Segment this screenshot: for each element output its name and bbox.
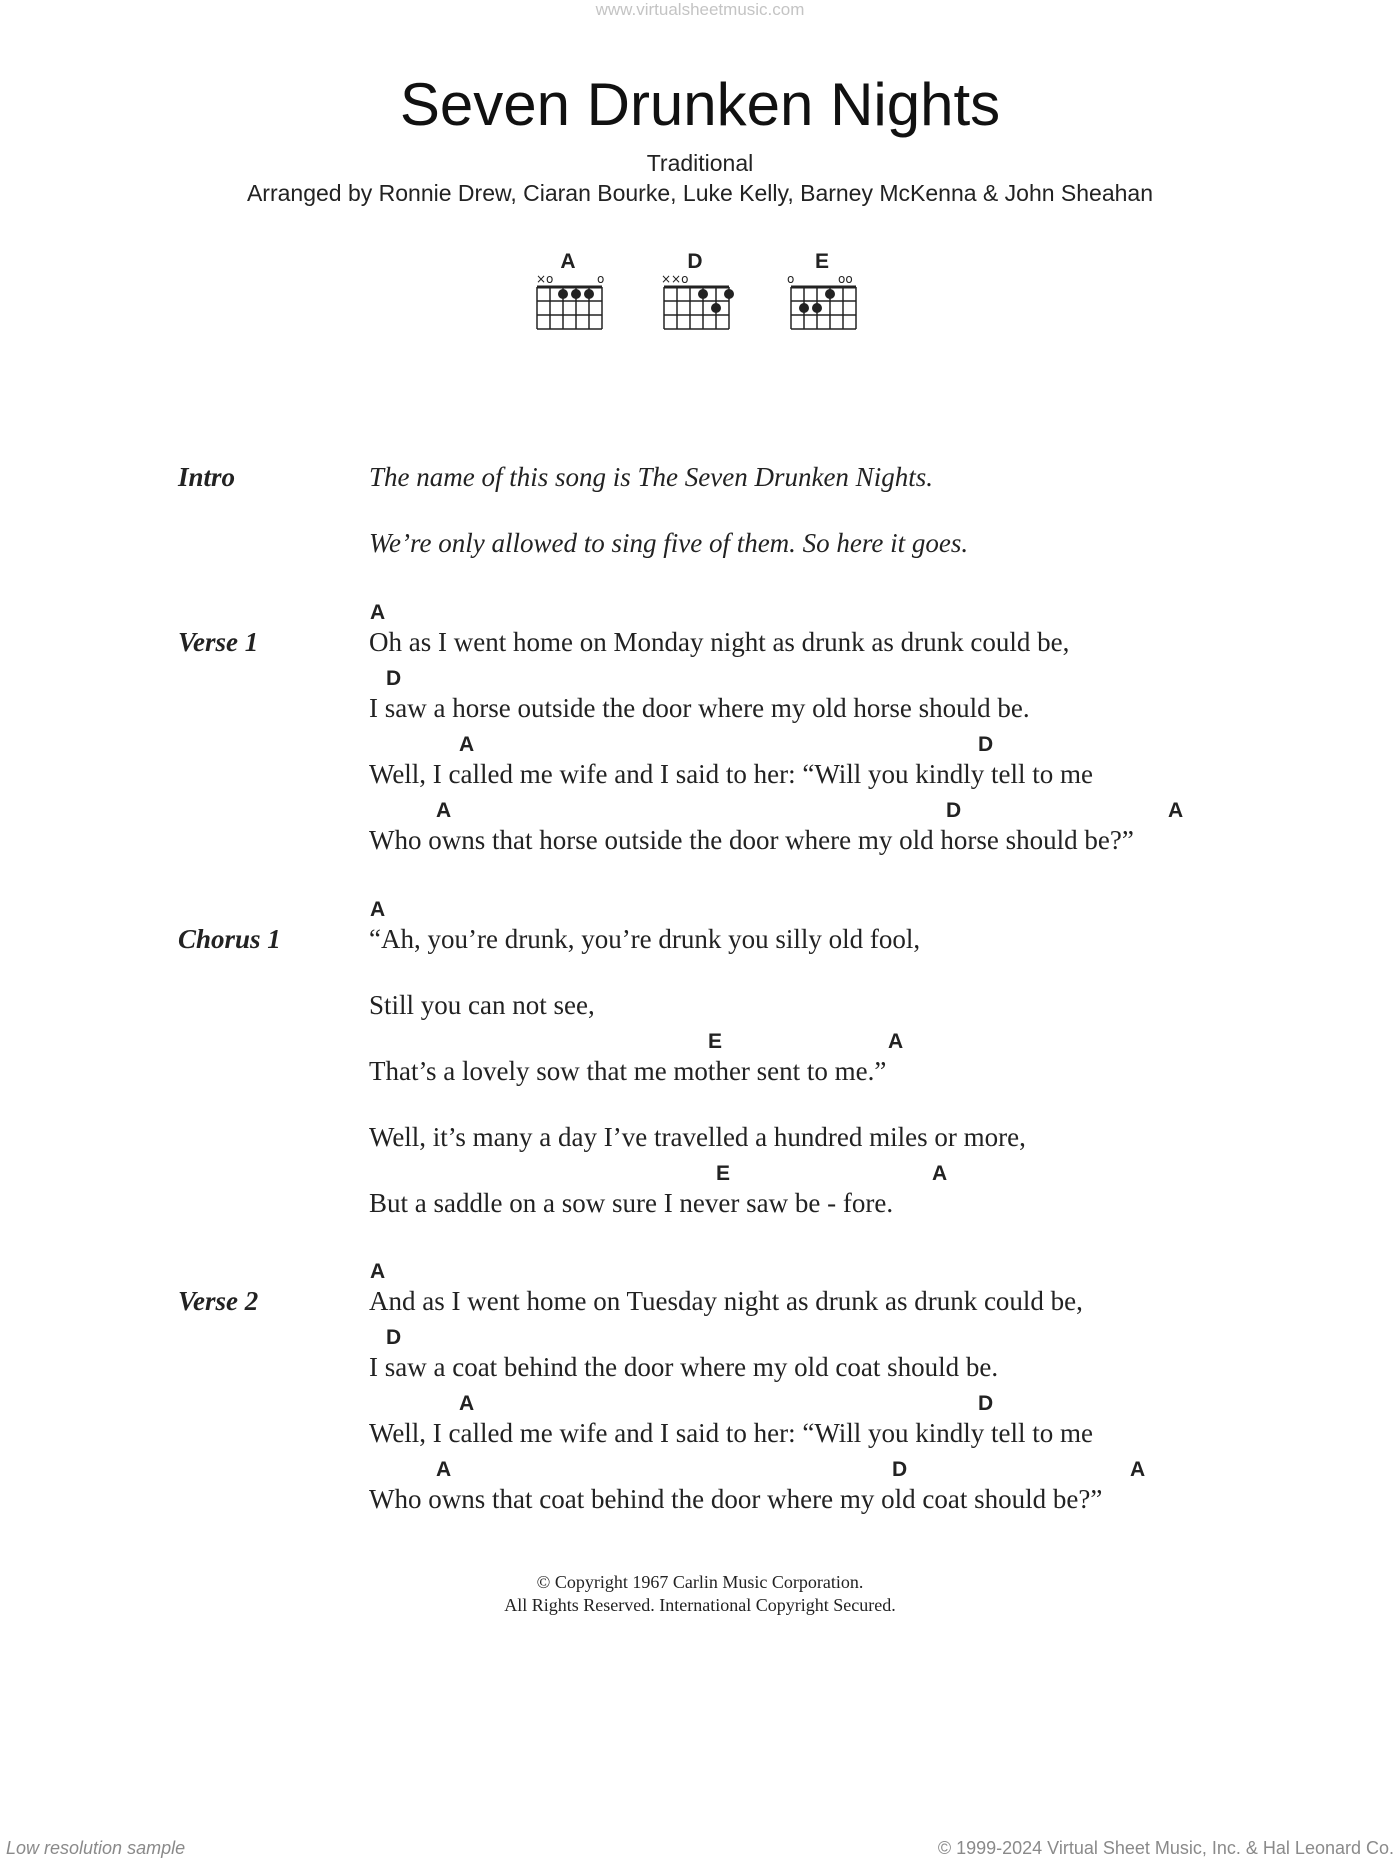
chord-symbol: D xyxy=(978,733,994,756)
string-markers: oo xyxy=(838,272,853,286)
site-watermark: www.virtualsheetmusic.com xyxy=(595,0,805,19)
lyric-text: Who owns that coat behind the door where my old coat should be?” xyxy=(369,1484,1103,1514)
chord-symbol: A xyxy=(459,1392,475,1415)
footer-copyright: © 1999-2024 Virtual Sheet Music, Inc. & Hal Leonard Co. xyxy=(937,1838,1394,1858)
song-title: Seven Drunken Nights xyxy=(399,71,1001,138)
chord-symbol: D xyxy=(978,1392,994,1415)
chord-symbol: A xyxy=(1168,799,1184,822)
chord-row xyxy=(369,733,1329,759)
lyric-text: Well, I called me wife and I said to her: “Will you kindly tell to me xyxy=(369,759,1094,789)
lyric-line xyxy=(369,1458,1329,1524)
chord-symbol: A xyxy=(436,1458,452,1481)
chord-row xyxy=(369,1030,1329,1056)
lyric-text: The name of this song is The Seven Drunken Nights. xyxy=(369,462,933,492)
lyric-text: We’re only allowed to sing five of them. So here it goes. xyxy=(369,528,969,558)
section-label-intro: Intro xyxy=(178,462,236,492)
lyric-line xyxy=(369,1096,1329,1162)
lyric-text: I saw a horse outside the door where my old horse should be. xyxy=(369,693,1030,723)
lyric-line xyxy=(369,799,1329,865)
chord-diagram-name: A xyxy=(560,250,576,273)
chord-row xyxy=(369,799,1329,825)
lyric-text: Oh as I went home on Monday night as drunk as drunk could be, xyxy=(369,627,1070,657)
string-markers: ××o xyxy=(661,272,689,286)
section-label-chorus-1: Chorus 1 xyxy=(178,924,281,954)
chord-symbol: A xyxy=(370,898,386,921)
string-markers: o xyxy=(787,272,795,286)
chord-row xyxy=(369,601,1329,627)
chord-diagram-a xyxy=(532,250,612,340)
lyric-line xyxy=(369,601,1329,667)
lyric-text: I saw a coat behind the door where my old coat should be. xyxy=(369,1352,999,1382)
chord-symbol: A xyxy=(888,1030,904,1053)
chord-diagram-d xyxy=(659,250,739,340)
lyric-line xyxy=(369,1326,1329,1392)
chord-row xyxy=(369,1260,1329,1286)
lyric-text: That’s a lovely sow that me mother sent to me.” xyxy=(369,1056,887,1086)
chord-symbol: A xyxy=(1130,1458,1146,1481)
lyric-text: Well, it’s many a day I’ve travelled a hundred miles or more, xyxy=(369,1122,1026,1152)
string-markers: o xyxy=(597,272,605,286)
rights-line: All Rights Reserved. International Copyright Secured. xyxy=(504,1595,896,1615)
lyric-text: Still you can not see, xyxy=(369,990,595,1020)
lyric-line xyxy=(369,667,1329,733)
chord-row xyxy=(369,1458,1329,1484)
lyric-text: Well, I called me wife and I said to her: “Will you kindly tell to me xyxy=(369,1418,1094,1448)
chord-row xyxy=(369,898,1329,924)
lyric-line xyxy=(369,1030,1329,1096)
chord-symbol: D xyxy=(386,1326,402,1349)
chord-diagram-name: D xyxy=(687,250,703,273)
section-label-verse-2: Verse 2 xyxy=(178,1286,259,1316)
chord-symbol: D xyxy=(386,667,402,690)
chord-row xyxy=(369,1392,1329,1418)
chord-row xyxy=(369,1326,1329,1352)
chord-symbol: A xyxy=(370,1260,386,1283)
lyric-text: Who owns that horse outside the door where my old horse should be?” xyxy=(369,825,1134,855)
chord-symbol: D xyxy=(946,799,962,822)
chord-symbol: E xyxy=(716,1162,731,1185)
lyric-text: “Ah, you’re drunk, you’re drunk you silly old fool, xyxy=(369,924,921,954)
lyric-text: But a saddle on a sow sure I never saw be - fore. xyxy=(369,1188,894,1218)
low-resolution-notice: Low resolution sample xyxy=(6,1838,186,1858)
chord-diagram-e xyxy=(786,250,866,340)
chord-symbol: D xyxy=(892,1458,908,1481)
chord-symbol: A xyxy=(932,1162,948,1185)
lyric-line xyxy=(369,1162,1329,1228)
lyric-line xyxy=(369,1260,1329,1326)
chord-diagram-name: E xyxy=(814,250,830,273)
lyric-line xyxy=(369,502,1329,568)
chord-symbol: A xyxy=(459,733,475,756)
chord-symbol: A xyxy=(436,799,452,822)
copyright-line: © Copyright 1967 Carlin Music Corporation. xyxy=(536,1572,864,1592)
chord-symbol: A xyxy=(370,601,386,624)
lyric-text: And as I went home on Tuesday night as drunk as drunk could be, xyxy=(369,1286,1083,1316)
chord-symbol: E xyxy=(708,1030,723,1053)
chord-row xyxy=(369,1162,1329,1188)
lyric-line xyxy=(369,733,1329,799)
lyric-line xyxy=(369,436,1329,502)
lyric-line xyxy=(369,898,1329,964)
composer-credit: Traditional xyxy=(646,150,754,176)
arranger-credit: Arranged by Ronnie Drew, Ciaran Bourke, Luke Kelly, Barney McKenna & John Sheahan xyxy=(246,180,1154,206)
lyric-line xyxy=(369,1392,1329,1458)
chord-row xyxy=(369,667,1329,693)
string-markers: ×o xyxy=(536,272,554,286)
section-label-verse-1: Verse 1 xyxy=(178,627,259,657)
lyric-line xyxy=(369,964,1329,1030)
